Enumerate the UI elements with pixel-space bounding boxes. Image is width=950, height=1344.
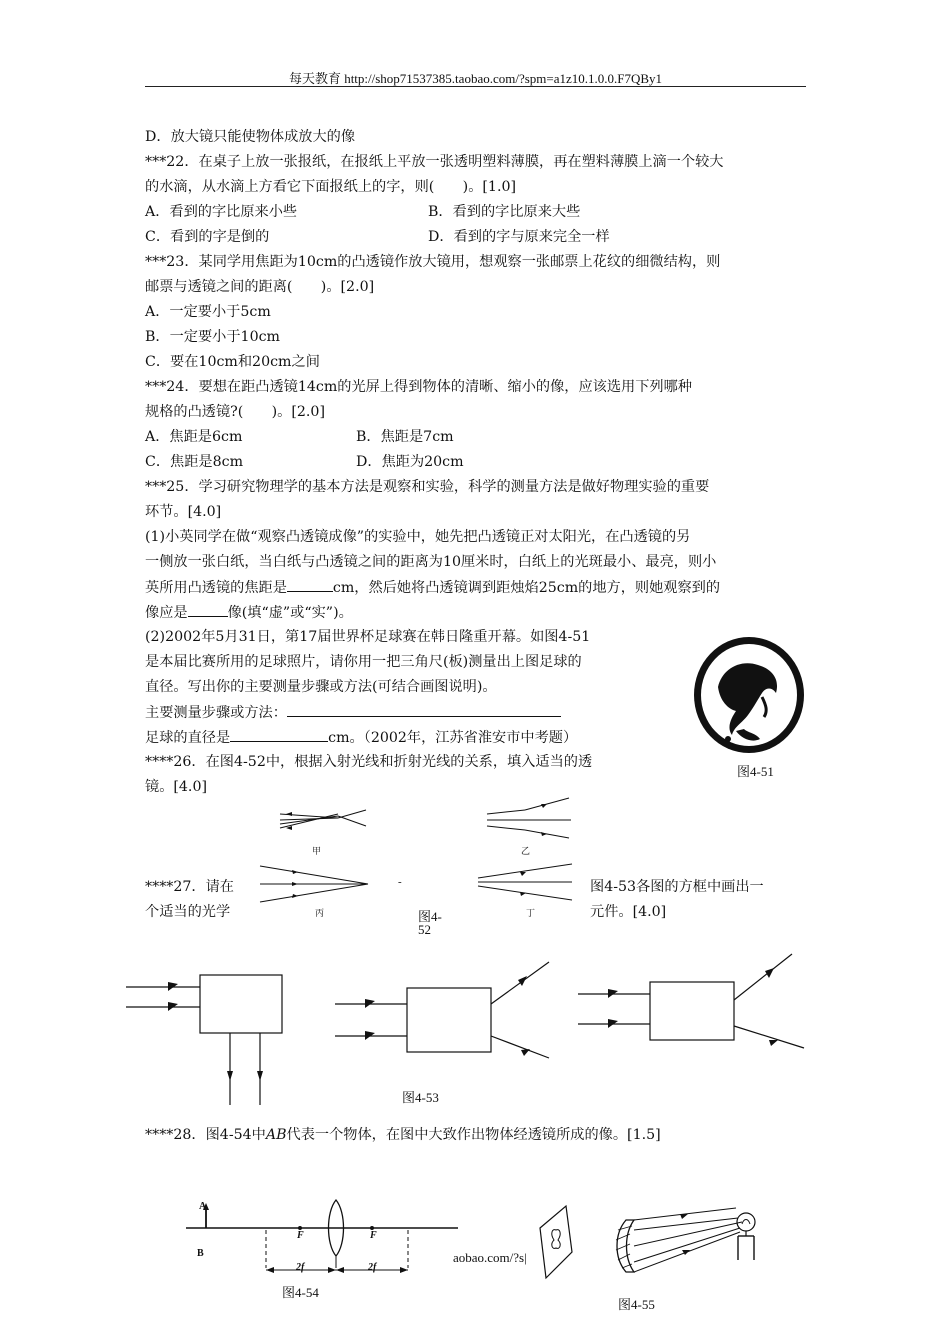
fig-4-52-ding <box>476 862 576 910</box>
q22-stem-1: ***22．在桌子上放一张报纸，在报纸上平放一张透明塑料薄膜，再在塑料薄膜上滴一个较大 <box>145 154 724 170</box>
fig-4-54-caption: 图4-54 <box>282 1285 319 1300</box>
fig-4-52-yi <box>485 796 575 846</box>
fig-4-53-box-1 <box>126 975 286 1110</box>
fig-4-55-screen-and-mirror <box>538 1200 768 1290</box>
diameter-blank[interactable] <box>230 727 328 742</box>
q23-option-a: A．一定要小于5cm <box>145 304 271 320</box>
q25-part2-3: 直径。写出你的主要测量步骤或方法(可结合画图说明)。 <box>145 679 497 695</box>
fig-4-54-lens-diagram <box>186 1198 466 1288</box>
point-b-label: B <box>197 1248 204 1259</box>
q24-option-c: C．焦距是8cm <box>145 454 244 470</box>
q27-stem-1: ****27．请在 <box>145 879 234 895</box>
q24-option-d: D．焦距为20cm <box>356 454 464 470</box>
fig-4-52-jia-label: 甲 <box>312 846 322 856</box>
fig-4-51-caption: 图4-51 <box>737 764 774 779</box>
fig-4-52-dash: - <box>398 876 402 888</box>
twice-f-right-label: 2f <box>368 1262 377 1273</box>
q25-part2-5-b: cm。（2002年，江苏省淮安市中考题） <box>328 730 578 746</box>
fig-4-52-bing <box>258 862 378 910</box>
point-a-label: A <box>199 1201 207 1212</box>
q22-stem-2: 的水滴，从水滴上方看它下面报纸上的字，则( )。[1.0] <box>145 179 517 195</box>
focus-right-label: F <box>370 1230 377 1241</box>
q24-option-a: A．焦距是6cm <box>145 429 243 445</box>
twice-f-left-label: 2f <box>296 1262 305 1273</box>
method-blank[interactable] <box>287 702 561 717</box>
q25-stem-2: 环节。[4.0] <box>145 504 222 520</box>
q27-stem-3: 图4-53各图的方框中画出一 <box>590 879 764 895</box>
q25-part1-2: 一侧放一张白纸，当白纸与凸透镜之间的距离为10厘米时，白纸上的光斑最小、最亮，则小 <box>145 554 717 570</box>
q25-part2-4-a: 主要测量步骤或方法： <box>145 705 287 721</box>
q24-stem-1: ***24．要想在距凸透镜14cm的光屏上得到物体的清晰、缩小的像，应该选用下列哪种 <box>145 379 692 395</box>
q24-stem-2: 规格的凸透镜?( )。[2.0] <box>145 404 325 420</box>
fig-4-53-caption: 图4-53 <box>402 1090 439 1105</box>
overlapping-watermark-text: aobao.com/?s| <box>453 1250 527 1265</box>
q21-option-d: D．放大镜只能使物体成放大的像 <box>145 129 356 145</box>
q26-stem-2: 镜。[4.0] <box>145 779 208 795</box>
q27-stem-2: 个适当的光学 <box>145 904 231 920</box>
q25-part1-3-a: 英所用凸透镜的焦距是 <box>145 580 287 596</box>
q23-stem-1: ***23．某同学用焦距为10cm的凸透镜作放大镜用，想观察一张邮票上花纹的细微结构，则 <box>145 254 721 270</box>
q25-part2-5-a: 足球的直径是 <box>145 730 231 746</box>
q23-option-b: B．一定要小于10cm <box>145 329 281 345</box>
q25-part2-5 <box>145 727 577 748</box>
q25-part2-1: (2)2002年5月31日，第17届世界杯足球赛在韩日隆重开幕。如图4-51 <box>145 629 591 645</box>
fig-4-52-caption-1: 图4- <box>418 909 442 924</box>
q22-option-a: A．看到的字比原来小些 <box>145 204 298 220</box>
fig-4-52-yi-label: 乙 <box>521 846 531 856</box>
q25-part2-4 <box>145 702 561 723</box>
header-divider <box>145 86 806 87</box>
soccer-ball-photo <box>692 635 806 755</box>
fig-4-53-box-2 <box>335 958 555 1068</box>
image-type-blank[interactable] <box>188 602 228 617</box>
q27-stem-4: 元件。[4.0] <box>590 904 667 920</box>
fig-4-53-box-3 <box>578 950 808 1055</box>
fig-4-52-caption-2: 52 <box>418 922 431 937</box>
focus-left-label: F <box>297 1230 304 1241</box>
q28-ab-label: AB <box>265 1127 287 1143</box>
focal-length-blank[interactable] <box>287 577 333 592</box>
q22-option-b: B．看到的字比原来大些 <box>428 204 581 220</box>
q24-option-b: B．焦距是7cm <box>356 429 454 445</box>
q25-part1-3-b: cm，然后她将凸透镜调到距烛焰25cm的地方，则她观察到的 <box>332 580 721 596</box>
q25-part1-1: (1)小英同学在做“观察凸透镜成像”的实验中，她先把凸透镜正对太阳光，在凸透镜的另 <box>145 529 691 545</box>
q26-stem-1: ****26．在图4-52中，根据入射光线和折射光线的关系，填入适当的透 <box>145 754 593 770</box>
q25-part1-4-a: 像应是 <box>145 605 188 621</box>
q28-stem <box>145 1125 661 1145</box>
fig-4-55-caption: 图4-55 <box>618 1297 655 1312</box>
fig-4-52-bing-label: 丙 <box>315 908 325 918</box>
fig-4-52-ding-label: 丁 <box>526 908 536 918</box>
q22-option-c: C．看到的字是倒的 <box>145 229 270 245</box>
q28-stem-b: 代表一个物体，在图中大致作出物体经透镜所成的像。[1.5] <box>286 1127 661 1143</box>
fig-4-52-jia <box>278 804 368 854</box>
q25-part1-3 <box>145 577 720 598</box>
q25-part1-4 <box>145 602 353 623</box>
page-header: 每天教育 http://shop71537385.taobao.com/?spm=a1z10.1.0.0.F7QBy1 <box>288 71 663 86</box>
q25-part1-4-b: 像(填“虚”或“实”)。 <box>227 605 353 621</box>
q25-stem-1: ***25．学习研究物理学的基本方法是观察和实验，科学的测量方法是做好物理实验的重要 <box>145 479 710 495</box>
q25-part2-2: 是本届比赛所用的足球照片，请你用一把三角尺(板)测量出上图足球的 <box>145 654 582 670</box>
q28-stem-a: ****28．图4-54中 <box>145 1127 266 1143</box>
q23-option-c: C．要在10cm和20cm之间 <box>145 354 320 370</box>
q22-option-d: D．看到的字与原来完全一样 <box>428 229 610 245</box>
q23-stem-2: 邮票与透镜之间的距离( )。[2.0] <box>145 279 375 295</box>
